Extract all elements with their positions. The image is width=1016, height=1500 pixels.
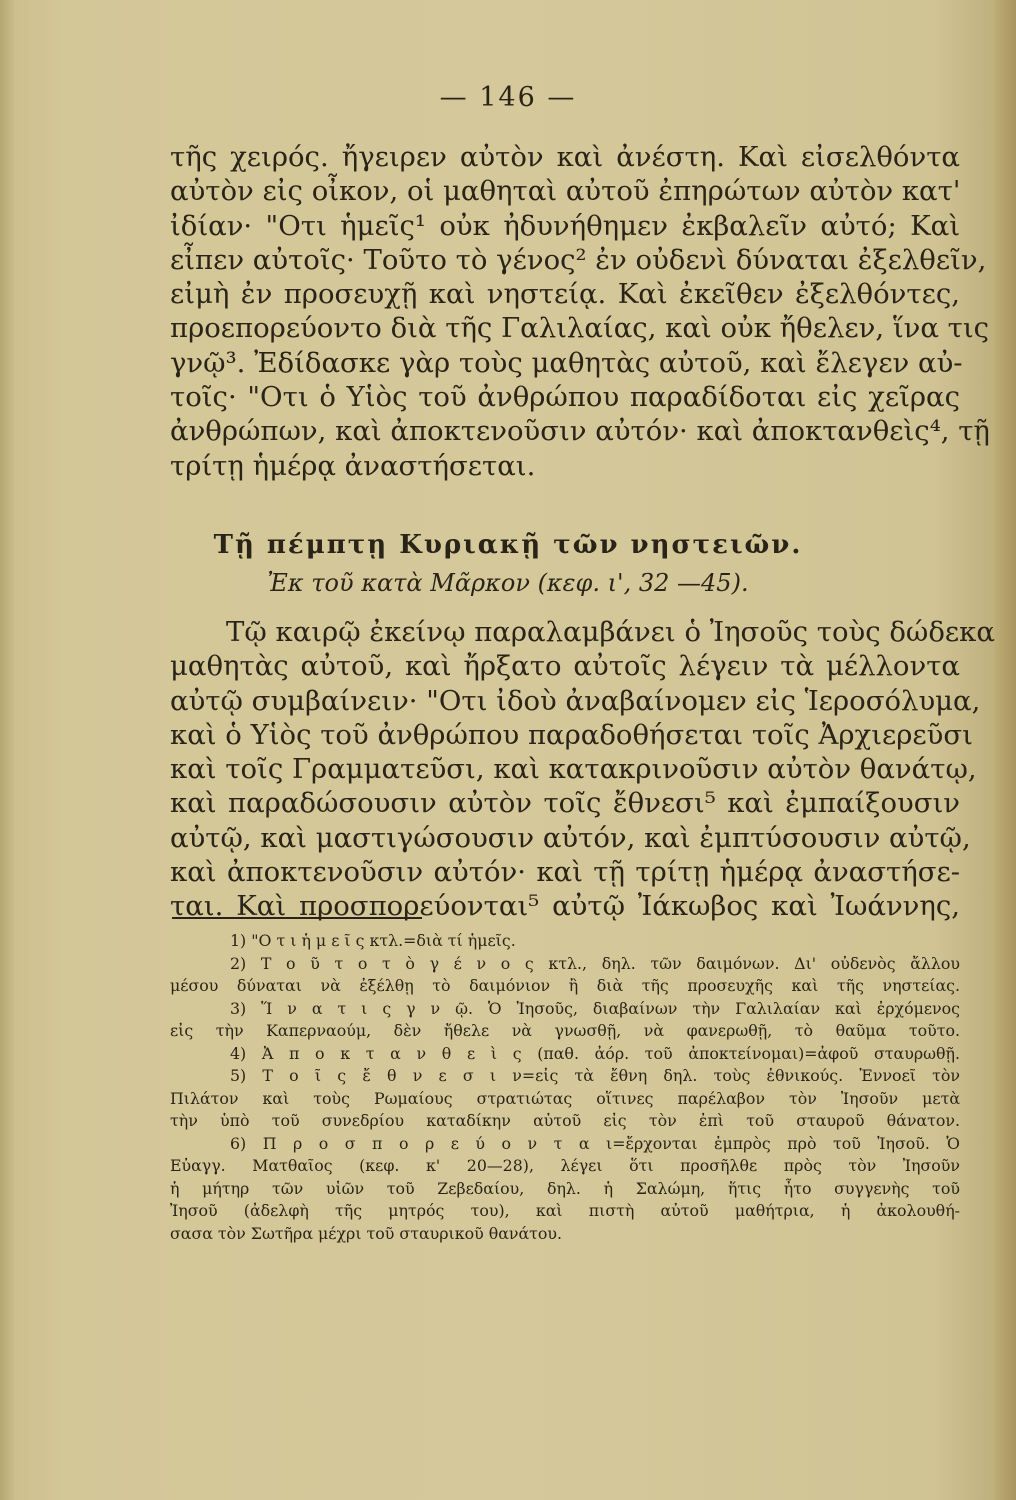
main-text xyxy=(170,140,990,483)
text-line: καὶ παραδώσουσιν αὐτὸν τοῖς ἔθνεσι⁵ καὶ ἐμπαίξουσιν xyxy=(170,787,960,820)
page-right-edge xyxy=(994,0,1016,1500)
footnote-line: Πιλάτον καὶ τοὺς Ρωμαίους στρατιώτας οἵτινες παρέλαβον τὸν Ἰησοῦν μετὰ xyxy=(170,1088,960,1108)
text-line: μαθητὰς αὐτοῦ, καὶ ἤρξατο αὐτοῖς λέγειν τὰ μέλλοντα xyxy=(170,650,960,683)
reading-text xyxy=(170,615,995,924)
footnote-divider xyxy=(172,917,422,919)
text-line: ται. Καὶ προσπορεύονται⁵ αὐτῷ Ἰάκωβος καὶ Ἰωάννης, xyxy=(170,890,960,923)
footnote-line: 2) Τ ο ῦ τ ο τ ὸ γ έ ν ο ς κτλ., δηλ. τῶν δαιμόνων. Δι' οὐδενὸς ἄλλου xyxy=(230,953,960,973)
footnote-line: 5) Τ ο ῖ ς ἔ θ ν ε σ ι ν=εἰς τὰ ἔθνη δηλ. τοὺς ἐθνικούς. Ἐννοεῖ τὸν xyxy=(230,1066,960,1085)
page-number: — 146 — xyxy=(439,82,577,113)
text-line: καὶ ἀποκτενοῦσιν αὐτόν· καὶ τῇ τρίτῃ ἡμέρᾳ ἀναστήσε- xyxy=(170,856,960,889)
text-line: καὶ ὁ Υἱὸς τοῦ ἀνθρώπου παραδοθήσεται τοῖς Ἀρχιερεῦσι xyxy=(170,718,973,751)
footnote-line: σασα τὸν Σωτῆρα μέχρι τοῦ σταυρικοῦ θανάτου. xyxy=(170,1223,563,1243)
section-subheading: Ἐκ τοῦ κατὰ Μᾶρκον (κεφ. ι', 32 —45). xyxy=(267,569,749,597)
text-line: ἀνθρώπων, καὶ ἀποκτενοῦσιν αὐτόν· καὶ ἀποκτανθεὶς⁴, τῇ xyxy=(170,415,990,448)
text-line: εἰμὴ ἐν προσευχῇ καὶ νηστείᾳ. Καὶ ἐκεῖθεν ἐξελθόντες, xyxy=(170,278,960,311)
text-line: αὐτῷ συμβαίνειν· "Οτι ἰδοὺ ἀναβαίνομεν εἰς Ἱεροσόλυμα, xyxy=(170,684,981,717)
footnote-line: 4) Ἀ π ο κ τ α ν θ ε ὶ ς (παθ. ἀόρ. τοῦ ἀποκτείνομαι)=ἀφοῦ σταυρωθῇ. xyxy=(230,1043,960,1063)
text-line: τῆς χειρός. ἤγειρεν αὐτὸν καὶ ἀνέστη. Καὶ εἰσελθόντα xyxy=(170,141,960,173)
text-line: αὐτὸν εἰς οἶκον, οἱ μαθηταὶ αὐτοῦ ἐπηρώτων αὐτὸν κατ' xyxy=(170,175,961,208)
footnotes xyxy=(170,930,960,1245)
footnote-line: Ἰησοῦ (ἀδελφὴ τῆς μητρός του), καὶ πιστὴ αὐτοῦ μαθήτρια, ἡ ἀκολουθή- xyxy=(170,1201,960,1220)
text-line: ἰδίαν· "Οτι ἡμεῖς¹ οὐκ ἠδυνήθημεν ἐκβαλεῖν αὐτό; Καὶ xyxy=(170,209,960,242)
text-line: γνῷ³. Ἐδίδασκε γὰρ τοὺς μαθητὰς αὐτοῦ, καὶ ἔλεγεν αὐ- xyxy=(170,346,963,379)
footnote-line: τὴν ὑπὸ τοῦ συνεδρίου καταδίκην αὐτοῦ εἰς τὸν ἐπὶ τοῦ σταυροῦ θάνατον. xyxy=(170,1111,960,1130)
footnote-line: 6) Π ρ ο σ π ο ρ ε ύ ο ν τ α ι=ἔρχονται ἐμπρὸς πρὸ τοῦ Ἰησοῦ. Ὁ xyxy=(230,1133,960,1153)
footnote-line: εἰς τὴν Καπερναούμ, δὲν ἤθελε νὰ γνωσθῇ, νὰ φανερωθῇ, τὸ θαῦμα τοῦτο. xyxy=(170,1021,960,1040)
footnote-line: μέσου δύναται νὰ ἐξέλθῃ τὸ δαιμόνιον ἢ διὰ τῆς προσευχῆς καὶ τῆς νηστείας. xyxy=(170,976,960,995)
text-line: αὐτῷ, καὶ μαστιγώσουσιν αὐτόν, καὶ ἐμπτύσουσιν αὐτῷ, xyxy=(170,821,971,854)
section-heading: Τῇ πέμπτῃ Κυριακῇ τῶν νηστειῶν. xyxy=(213,530,803,560)
text-line: τοῖς· "Οτι ὁ Υἱὸς τοῦ ἀνθρώπου παραδίδοται εἰς χεῖρας xyxy=(170,381,960,414)
footnote-line: Εὐαγγ. Ματθαῖος (κεφ. κ' 20—28), λέγει ὅτι προσῆλθε πρὸς τὸν Ἰησοῦν xyxy=(170,1156,960,1175)
text-line: εἶπεν αὐτοῖς· Τοῦτο τὸ γένος² ἐν οὐδενὶ δύναται ἐξελθεῖν, xyxy=(170,243,987,276)
text-line: προεπορεύοντο διὰ τῆς Γαλιλαίας, καὶ οὐκ ἤθελεν, ἵνα τις xyxy=(170,312,990,345)
footnote-line: ἡ μήτηρ τῶν υἱῶν τοῦ Ζεβεδαίου, δηλ. ἡ Σαλώμη, ἥτις ἦτο συγγενὴς τοῦ xyxy=(170,1178,960,1198)
footnote-line: 1) "Ο τ ι ἡ μ ε ῖ ς κτλ.=διὰ τί ἡμεῖς. xyxy=(230,931,516,950)
text-line: καὶ τοῖς Γραμματεῦσι, καὶ κατακρινοῦσιν αὐτὸν θανάτῳ, xyxy=(170,753,977,786)
text-line: Τῷ καιρῷ ἐκείνῳ παραλαμβάνει ὁ Ἰησοῦς τοὺς δώδεκα xyxy=(226,616,995,648)
page-left-edge xyxy=(0,0,14,1500)
footnote-line: 3) Ἵ ν α τ ι ς γ ν ῷ. Ὁ Ἰησοῦς, διαβαίνων τὴν Γαλιλαίαν καὶ ἐρχόμενος xyxy=(230,998,960,1018)
text-line: τρίτῃ ἡμέρᾳ ἀναστήσεται. xyxy=(170,449,536,482)
